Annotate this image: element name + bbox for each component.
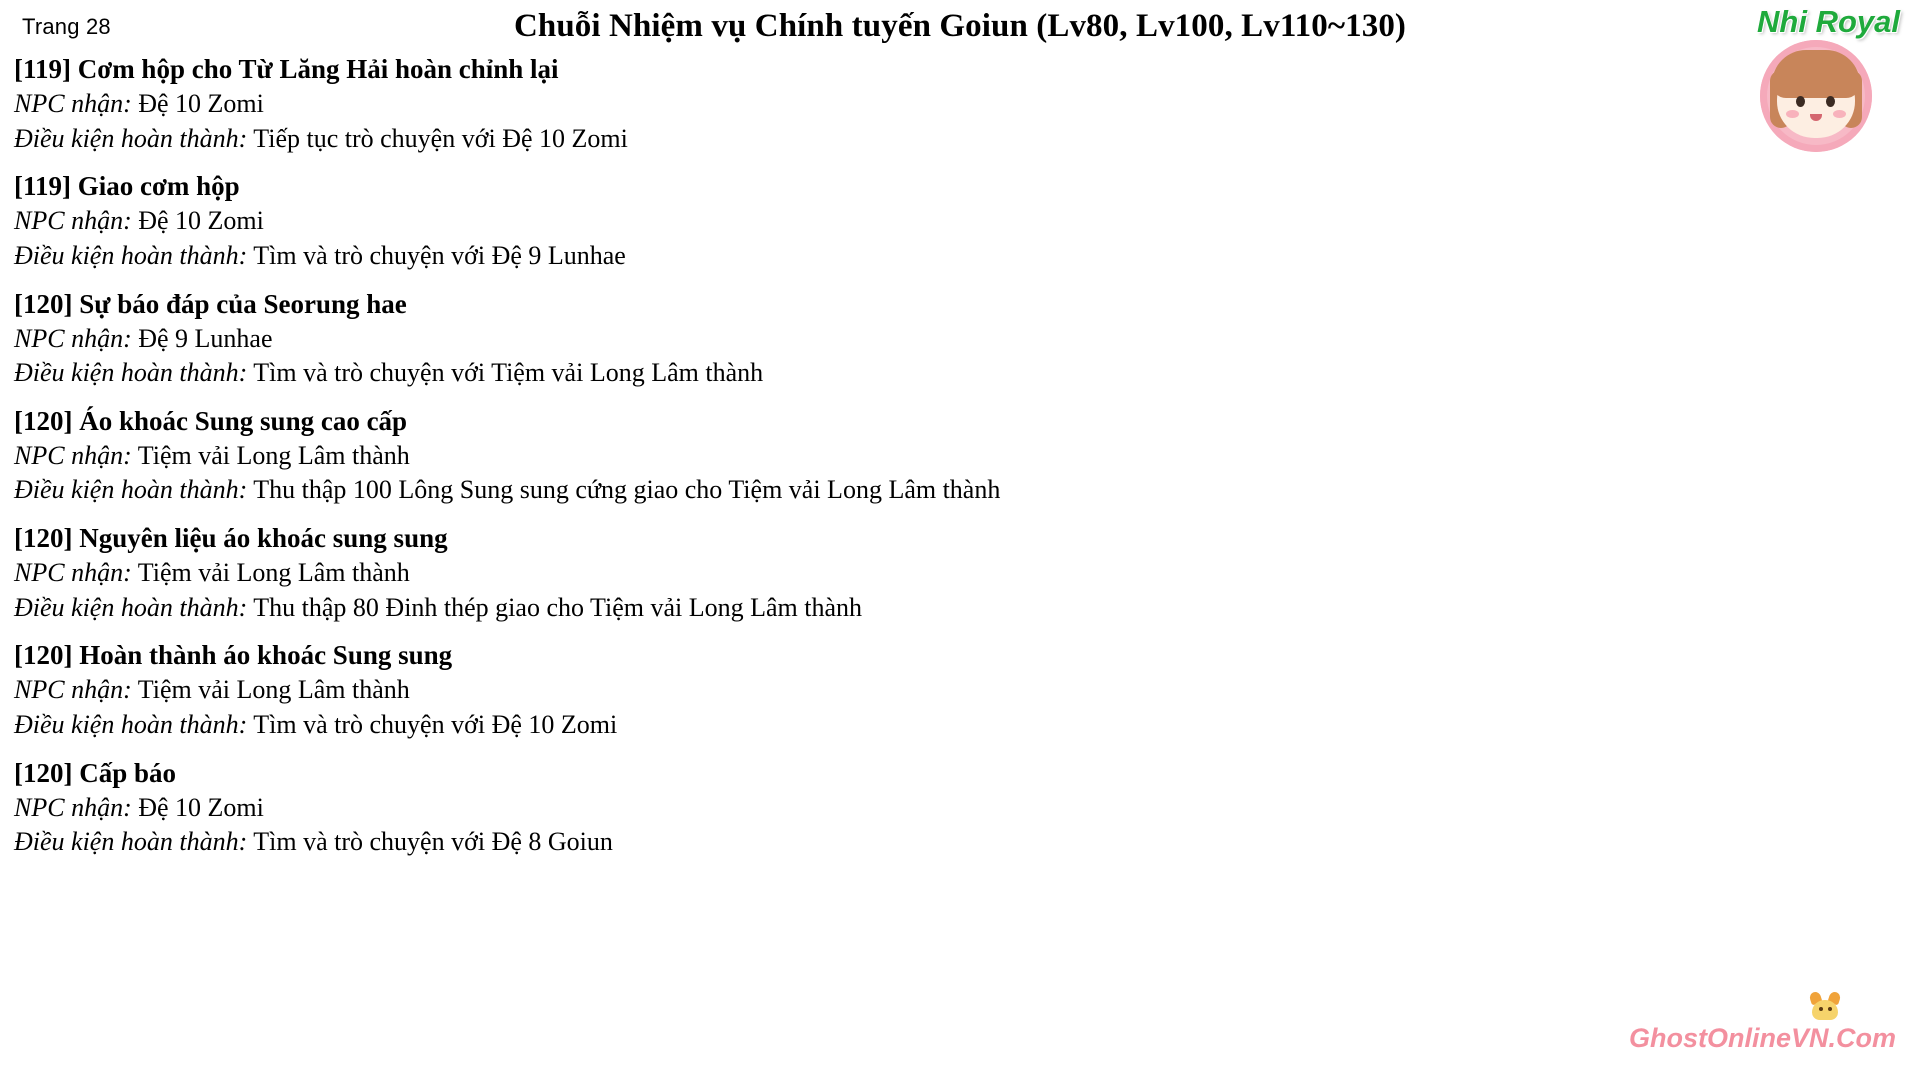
npc-label: NPC nhận: — [14, 558, 132, 588]
quest-title: [120] Áo khoác Sung sung cao cấp — [14, 405, 408, 436]
npc-value: Đệ 9 Lunhae — [138, 323, 273, 353]
quest-npc-line — [0, 673, 1920, 708]
site-watermark: GhostOnlineVN.Com — [1628, 1023, 1896, 1053]
condition-label: Điều kiện hoàn thành: — [14, 827, 248, 857]
npc-value: Đệ 10 Zomi — [138, 206, 264, 236]
condition-value: Tìm và trò chuyện với Đệ 10 Zomi — [253, 709, 618, 739]
condition-label: Điều kiện hoàn thành: — [14, 358, 248, 388]
quest-title: [120] Nguyên liệu áo khoác sung sung — [14, 523, 448, 553]
quest-title: [120] Cấp báo — [14, 757, 177, 788]
quest-npc-line — [0, 87, 1920, 122]
mascot-eye-right — [1828, 1007, 1832, 1011]
quest-npc-line — [0, 322, 1920, 357]
npc-label: NPC nhận: — [14, 792, 132, 822]
quest-entry — [0, 404, 1920, 521]
quest-title: [120] Hoàn thành áo khoác Sung sung — [14, 640, 453, 671]
quest-entry — [0, 52, 1920, 169]
npc-label: NPC nhận: — [14, 675, 132, 705]
mascot-eye-left — [1819, 1007, 1823, 1011]
condition-label: Điều kiện hoàn thành: — [14, 240, 248, 270]
npc-value: Tiệm vải Long Lâm thành — [137, 440, 410, 470]
quest-condition-line — [0, 239, 1920, 274]
condition-label: Điều kiện hoàn thành: — [14, 475, 248, 505]
mascot-icon — [1808, 992, 1842, 1022]
npc-value: Tiệm vải Long Lâm thành — [137, 558, 410, 588]
quest-entry — [0, 169, 1920, 286]
mascot-body — [1812, 1000, 1838, 1020]
page-header — [0, 0, 1920, 52]
npc-label: NPC nhận: — [14, 323, 132, 353]
npc-label: NPC nhận: — [14, 89, 132, 119]
condition-value: Tìm và trò chuyện với Tiệm vải Long Lâm thành — [253, 358, 764, 388]
quest-title: [120] Sự báo đáp của Seorung hae — [14, 288, 407, 319]
quest-npc-line — [0, 556, 1920, 591]
condition-value: Thu thập 80 Đinh thép giao cho Tiệm vải Long Lâm thành — [253, 592, 863, 622]
quest-list — [0, 52, 1920, 873]
quest-condition-line — [0, 591, 1920, 626]
quest-title: [119] Giao cơm hộp — [14, 171, 240, 202]
condition-label: Điều kiện hoàn thành: — [14, 123, 248, 153]
condition-label: Điều kiện hoàn thành: — [14, 709, 248, 739]
npc-label: NPC nhận: — [14, 206, 132, 236]
brand-name: Nhi Royal — [1757, 4, 1900, 39]
quest-npc-line — [0, 791, 1920, 826]
quest-condition-line — [0, 708, 1920, 743]
condition-value: Tiếp tục trò chuyện với Đệ 10 Zomi — [253, 123, 628, 153]
quest-entry — [0, 521, 1920, 638]
npc-value: Đệ 10 Zomi — [138, 89, 264, 119]
condition-value: Tìm và trò chuyện với Đệ 8 Goiun — [253, 827, 613, 857]
quest-entry — [0, 756, 1920, 873]
npc-value: Đệ 10 Zomi — [138, 792, 264, 822]
quest-entry — [0, 638, 1920, 755]
npc-label: NPC nhận: — [14, 440, 132, 470]
quest-entry — [0, 287, 1920, 404]
quest-title: [119] Cơm hộp cho Từ Lăng Hải hoàn chỉnh lại — [14, 54, 559, 84]
quest-condition-line — [0, 825, 1920, 860]
condition-value: Thu thập 100 Lông Sung sung cứng giao cho Tiệm vải Long Lâm thành — [253, 475, 1001, 505]
quest-npc-line — [0, 439, 1920, 474]
npc-value: Tiệm vải Long Lâm thành — [137, 675, 410, 705]
quest-npc-line — [0, 204, 1920, 239]
page-number: Trang 28 — [22, 14, 111, 39]
condition-value: Tìm và trò chuyện với Đệ 9 Lunhae — [253, 240, 626, 270]
quest-condition-line — [0, 356, 1920, 391]
condition-label: Điều kiện hoàn thành: — [14, 592, 248, 622]
quest-condition-line — [0, 473, 1920, 508]
page-title: Chuỗi Nhiệm vụ Chính tuyến Goiun (Lv80, Lv100, Lv110~130) — [513, 8, 1407, 44]
quest-condition-line — [0, 122, 1920, 157]
